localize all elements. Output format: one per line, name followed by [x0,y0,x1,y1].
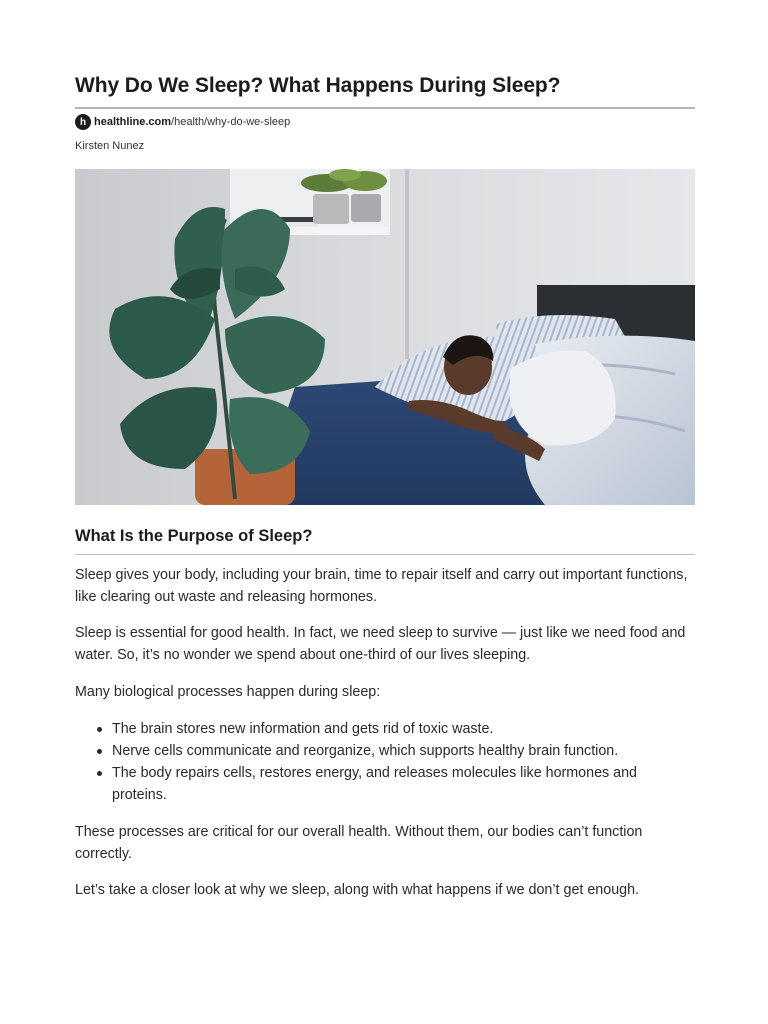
list-item [75,718,695,740]
hero-image [75,169,695,505]
list-item [75,740,695,762]
title-divider [75,107,695,109]
woman-sleeping-illustration [75,169,695,505]
paragraph-purpose: Sleep gives your body, including your brain, time to repair itself and carry out important functions, like clearing out waste and releasing hormones. [75,567,688,605]
healthline-logo-icon: h [75,114,91,130]
author-name: Kirsten Nunez [75,140,145,152]
bullet-icon [97,771,102,776]
source-link[interactable] [75,113,290,131]
paragraph-processes-intro: Many biological processes happen during sleep: [75,684,381,700]
source-domain: healthline.com [94,116,172,128]
list-item [75,762,695,806]
source-path: /health/why-do-we-sleep [171,116,291,128]
list-item-text: The body repairs cells, restores energy, and releases molecules like hormones and proteins. [112,765,638,803]
paragraph-essential: Sleep is essential for good health. In fact, we need sleep to survive — just like we need food and water. So, it’s no wonder we spend about one-third of our lives sleeping. [75,625,686,663]
bullet-icon [97,727,102,732]
article-title: Why Do We Sleep? What Happens During Sleep? [75,74,561,97]
paragraph-closer-look: Let’s take a closer look at why we sleep, along with what happens if we don’t get enough. [75,882,640,898]
bullet-icon [97,749,102,754]
biological-processes-list [75,718,695,806]
paragraph-critical: These processes are critical for our overall health. Without them, our bodies can’t function correctly. [75,824,643,862]
list-item-text: Nerve cells communicate and reorganize, which supports healthy brain function. [112,743,619,759]
list-item-text: The brain stores new information and gets rid of toxic waste. [112,721,494,737]
section-divider [75,554,695,555]
section-heading: What Is the Purpose of Sleep? [75,527,313,545]
